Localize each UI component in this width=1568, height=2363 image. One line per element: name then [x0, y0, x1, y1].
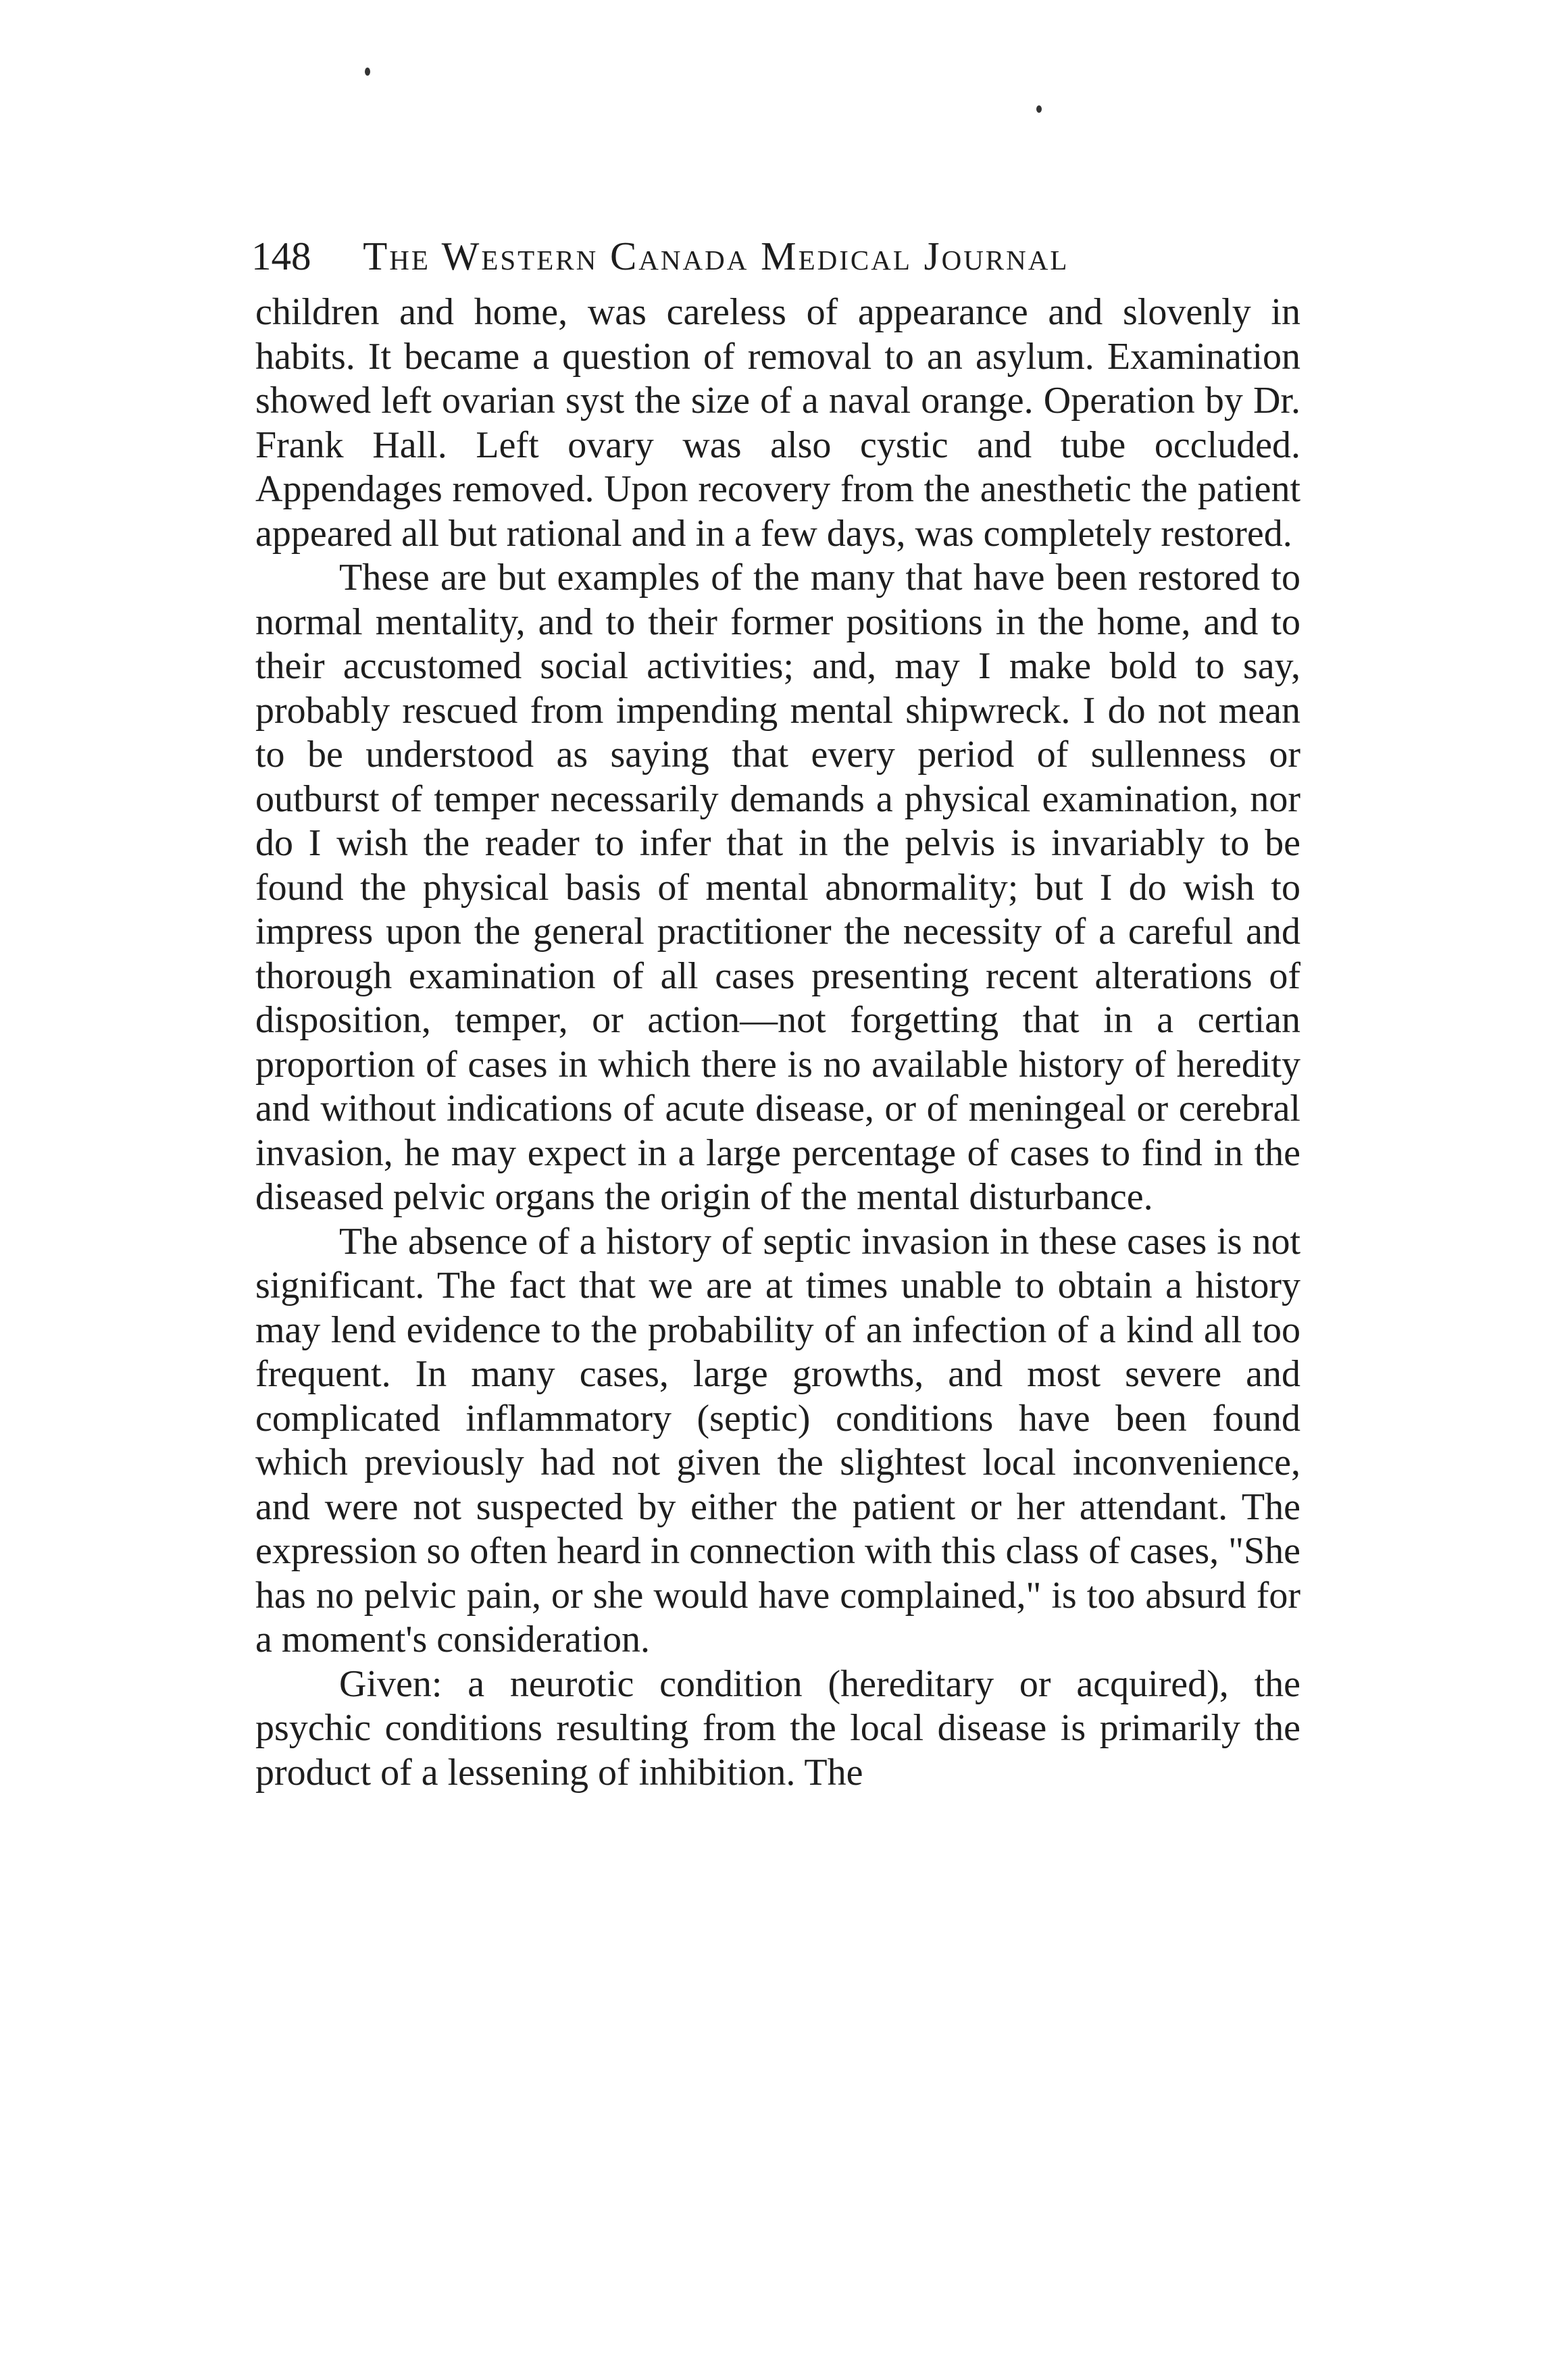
- paragraph-case-continuation: children and home, was careless of appearance and slovenly in habits. It became a question of removal to an asylum. Examination showed left ovarian syst the size of a naval orange. Operation by Dr. Frank Hall. Left ovary was also cystic and tube occluded. Appendages removed. Upon recovery from the anesthetic the patient appeared all but rational and in a few days, was completely restored.: [255, 291, 1300, 555]
- article-body: [255, 290, 1300, 1795]
- print-speck: [1036, 105, 1042, 113]
- running-header: [251, 233, 1332, 287]
- paragraph-septic-invasion: The absence of a history of septic invasion in these cases is not significant. The fact that we are at times unable to obtain a history may lend evidence to the probability of an infection of a kind all too frequent. In many cases, large growths, and most severe and complicated inflammatory (septic) conditions have been found which previously had not given the slightest local inconvenience, and were not suspected by either the patient or her attendant. The expression so often heard in connection with this class of cases, "She has no pelvic pain, or she would have complained," is too absurd for a moment's consideration.: [255, 1220, 1300, 1660]
- journal-title: The Western Canada Medical Journal: [363, 234, 1069, 278]
- print-speck: [365, 68, 370, 76]
- page-number: 148: [251, 234, 311, 278]
- paragraph-restored-mentality: These are but examples of the many that have been restored to normal mentality, and to their former positions in the home, and to their accustomed social activities; and, may I make bold to say, probably rescued from impending mental shipwreck. I do not mean to be understood as saying that every period of sullenness or outburst of temper necessarily demands a physical examination, nor do I wish the reader to infer that in the pelvis is invariably to be found the physical basis of mental abnormality; but I do wish to impress upon the general practitioner the necessity of a careful and thorough examination of all cases presenting recent alterations of disposition, temper, or action—not forgetting that in a certian proportion of cases in which there is no available history of heredity and without indications of acute disease, or of meningeal or cerebral invasion, he may expect in a large percentage of cases to find in the diseased pelvic organs the origin of the mental disturbance.: [255, 557, 1300, 1218]
- paragraph-neurotic-condition: Given: a neurotic condition (hereditary or acquired), the psychic conditions resulting from the local disease is primarily the product of a lessening of inhibition. The: [255, 1662, 1300, 1794]
